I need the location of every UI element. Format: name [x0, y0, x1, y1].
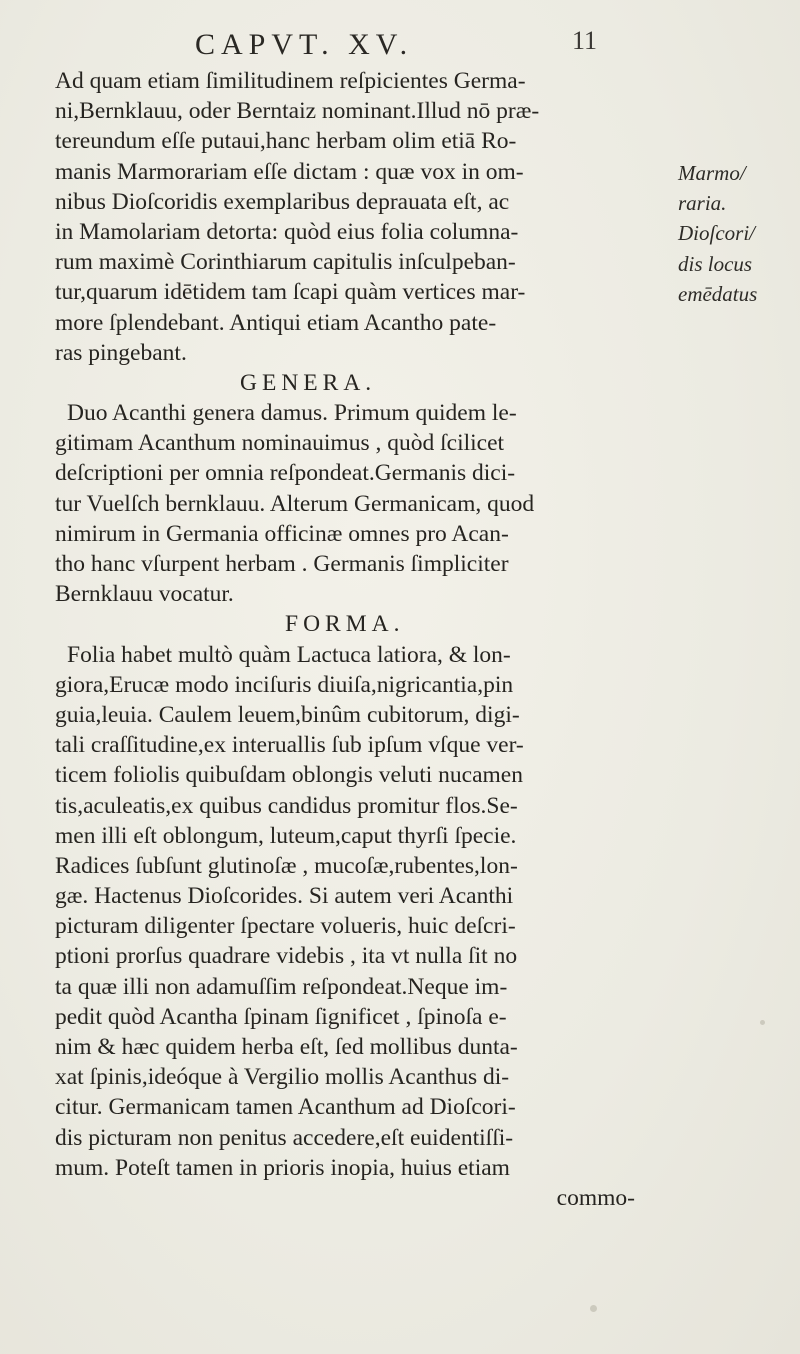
- text-line: picturam diligenter ſpectare volueris, huic deſcri-: [55, 913, 516, 940]
- text-line: tur Vuelſch bernklauu. Alterum Germanicam, quod: [55, 490, 535, 517]
- text-line: dis picturam non penitus accedere,eſt euidentiſſi-: [55, 1124, 514, 1151]
- text-line: xat ſpinis,ideóque à Vergilio mollis Acanthus di-: [55, 1064, 510, 1091]
- text-line: nim & hæc quidem herba eſt, ſed mollibus dunta-: [55, 1034, 518, 1060]
- text-line: rum maximè Corinthiarum capitulis inſculpeban-: [55, 249, 516, 276]
- margin-line: raria.: [678, 191, 727, 216]
- text-line: tur,quarum idētidem tam ſcapi quàm vertices mar-: [55, 279, 526, 306]
- ink-spot: [760, 1020, 765, 1025]
- text-line: tis,aculeatis,ex quibus candidus promitur flos.Se-: [55, 792, 518, 819]
- text-line: giora,Erucæ modo inciſuris diuiſa,nigricantia,pin: [55, 671, 514, 698]
- text-line: Bernklauu vocatur.: [55, 581, 234, 608]
- text-line: tho hanc vſurpent herbam . Germanis ſimpliciter: [55, 551, 509, 577]
- text-line: ras pingebant.: [55, 339, 187, 366]
- text-line: Ad quam etiam ſimilitudinem reſpicientes Germa-: [55, 68, 526, 94]
- text-line: ni,Bernklauu, oder Berntaiz nominant.Illud nō præ-: [55, 98, 540, 125]
- text-line: citur. Germanicam tamen Acanthum ad Dioſcori-: [55, 1094, 516, 1121]
- margin-line: Dioſcori/: [678, 221, 755, 246]
- text-line: deſcriptioni per omnia reſpondeat.Germanis dici-: [55, 460, 516, 487]
- section-heading-forma: FORMA.: [285, 611, 405, 638]
- text-line: mum. Poteſt tamen in prioris inopia, huius etiam: [55, 1154, 510, 1181]
- text-line: guia,leuia. Caulem leuem,binûm cubitorum, digi-: [55, 701, 520, 728]
- text-line: Duo Acanthi genera damus. Primum quidem le-: [67, 400, 517, 427]
- margin-line: Marmo/: [678, 161, 746, 185]
- ink-spot: [590, 1305, 597, 1312]
- catchword: commo-: [556, 1184, 635, 1211]
- text-line: gæ. Hactenus Dioſcorides. Si autem veri Acanthi: [55, 883, 514, 910]
- text-line: nimirum in Germania officinæ omnes pro Acan-: [55, 520, 509, 547]
- running-title: CAPVT. XV.: [195, 28, 414, 61]
- marginal-note: [678, 158, 793, 309]
- text-line: gitimam Acanthum nominauimus , quòd ſcilicet: [55, 430, 505, 457]
- text-line: Radices ſubſunt glutinoſæ , mucoſæ,rubentes,lon-: [55, 852, 518, 879]
- body-text: [55, 66, 645, 1213]
- text-line: ptioni prorſus quadrare videbis , ita vt nulla ſit no: [55, 943, 518, 970]
- text-line: tereundum eſſe putaui,hanc herbam olim etiā Ro-: [55, 128, 517, 155]
- text-line: in Mamolariam detorta: quòd eius folia columna-: [55, 218, 519, 245]
- folio-number: 11: [572, 26, 598, 55]
- text-line: ta quæ illi non adamuſſim reſpondeat.Neque im-: [55, 973, 508, 1000]
- text-line: pedit quòd Acantha ſpinam ſignificet , ſpinoſa e-: [55, 1003, 507, 1030]
- margin-line: emēdatus: [678, 281, 758, 306]
- text-line: men illi eſt oblongum, luteum,caput thyrſi ſpecie.: [55, 822, 517, 849]
- text-line: tali craſſitudine,ex interuallis ſub ipſum vſque ver-: [55, 732, 524, 759]
- text-line: Folia habet multò quàm Lactuca latiora, & lon-: [67, 641, 511, 668]
- text-line: more ſplendebant. Antiqui etiam Acantho pate-: [55, 309, 497, 336]
- text-line: nibus Dioſcoridis exemplaribus deprauata eſt, ac: [55, 188, 510, 215]
- section-heading-genera: GENERA.: [240, 369, 377, 396]
- text-line: manis Marmorariam eſſe dictam : quæ vox in om-: [55, 158, 524, 185]
- text-line: ticem foliolis quibuſdam oblongis veluti nucamen: [55, 762, 523, 789]
- margin-line: dis locus: [678, 251, 753, 276]
